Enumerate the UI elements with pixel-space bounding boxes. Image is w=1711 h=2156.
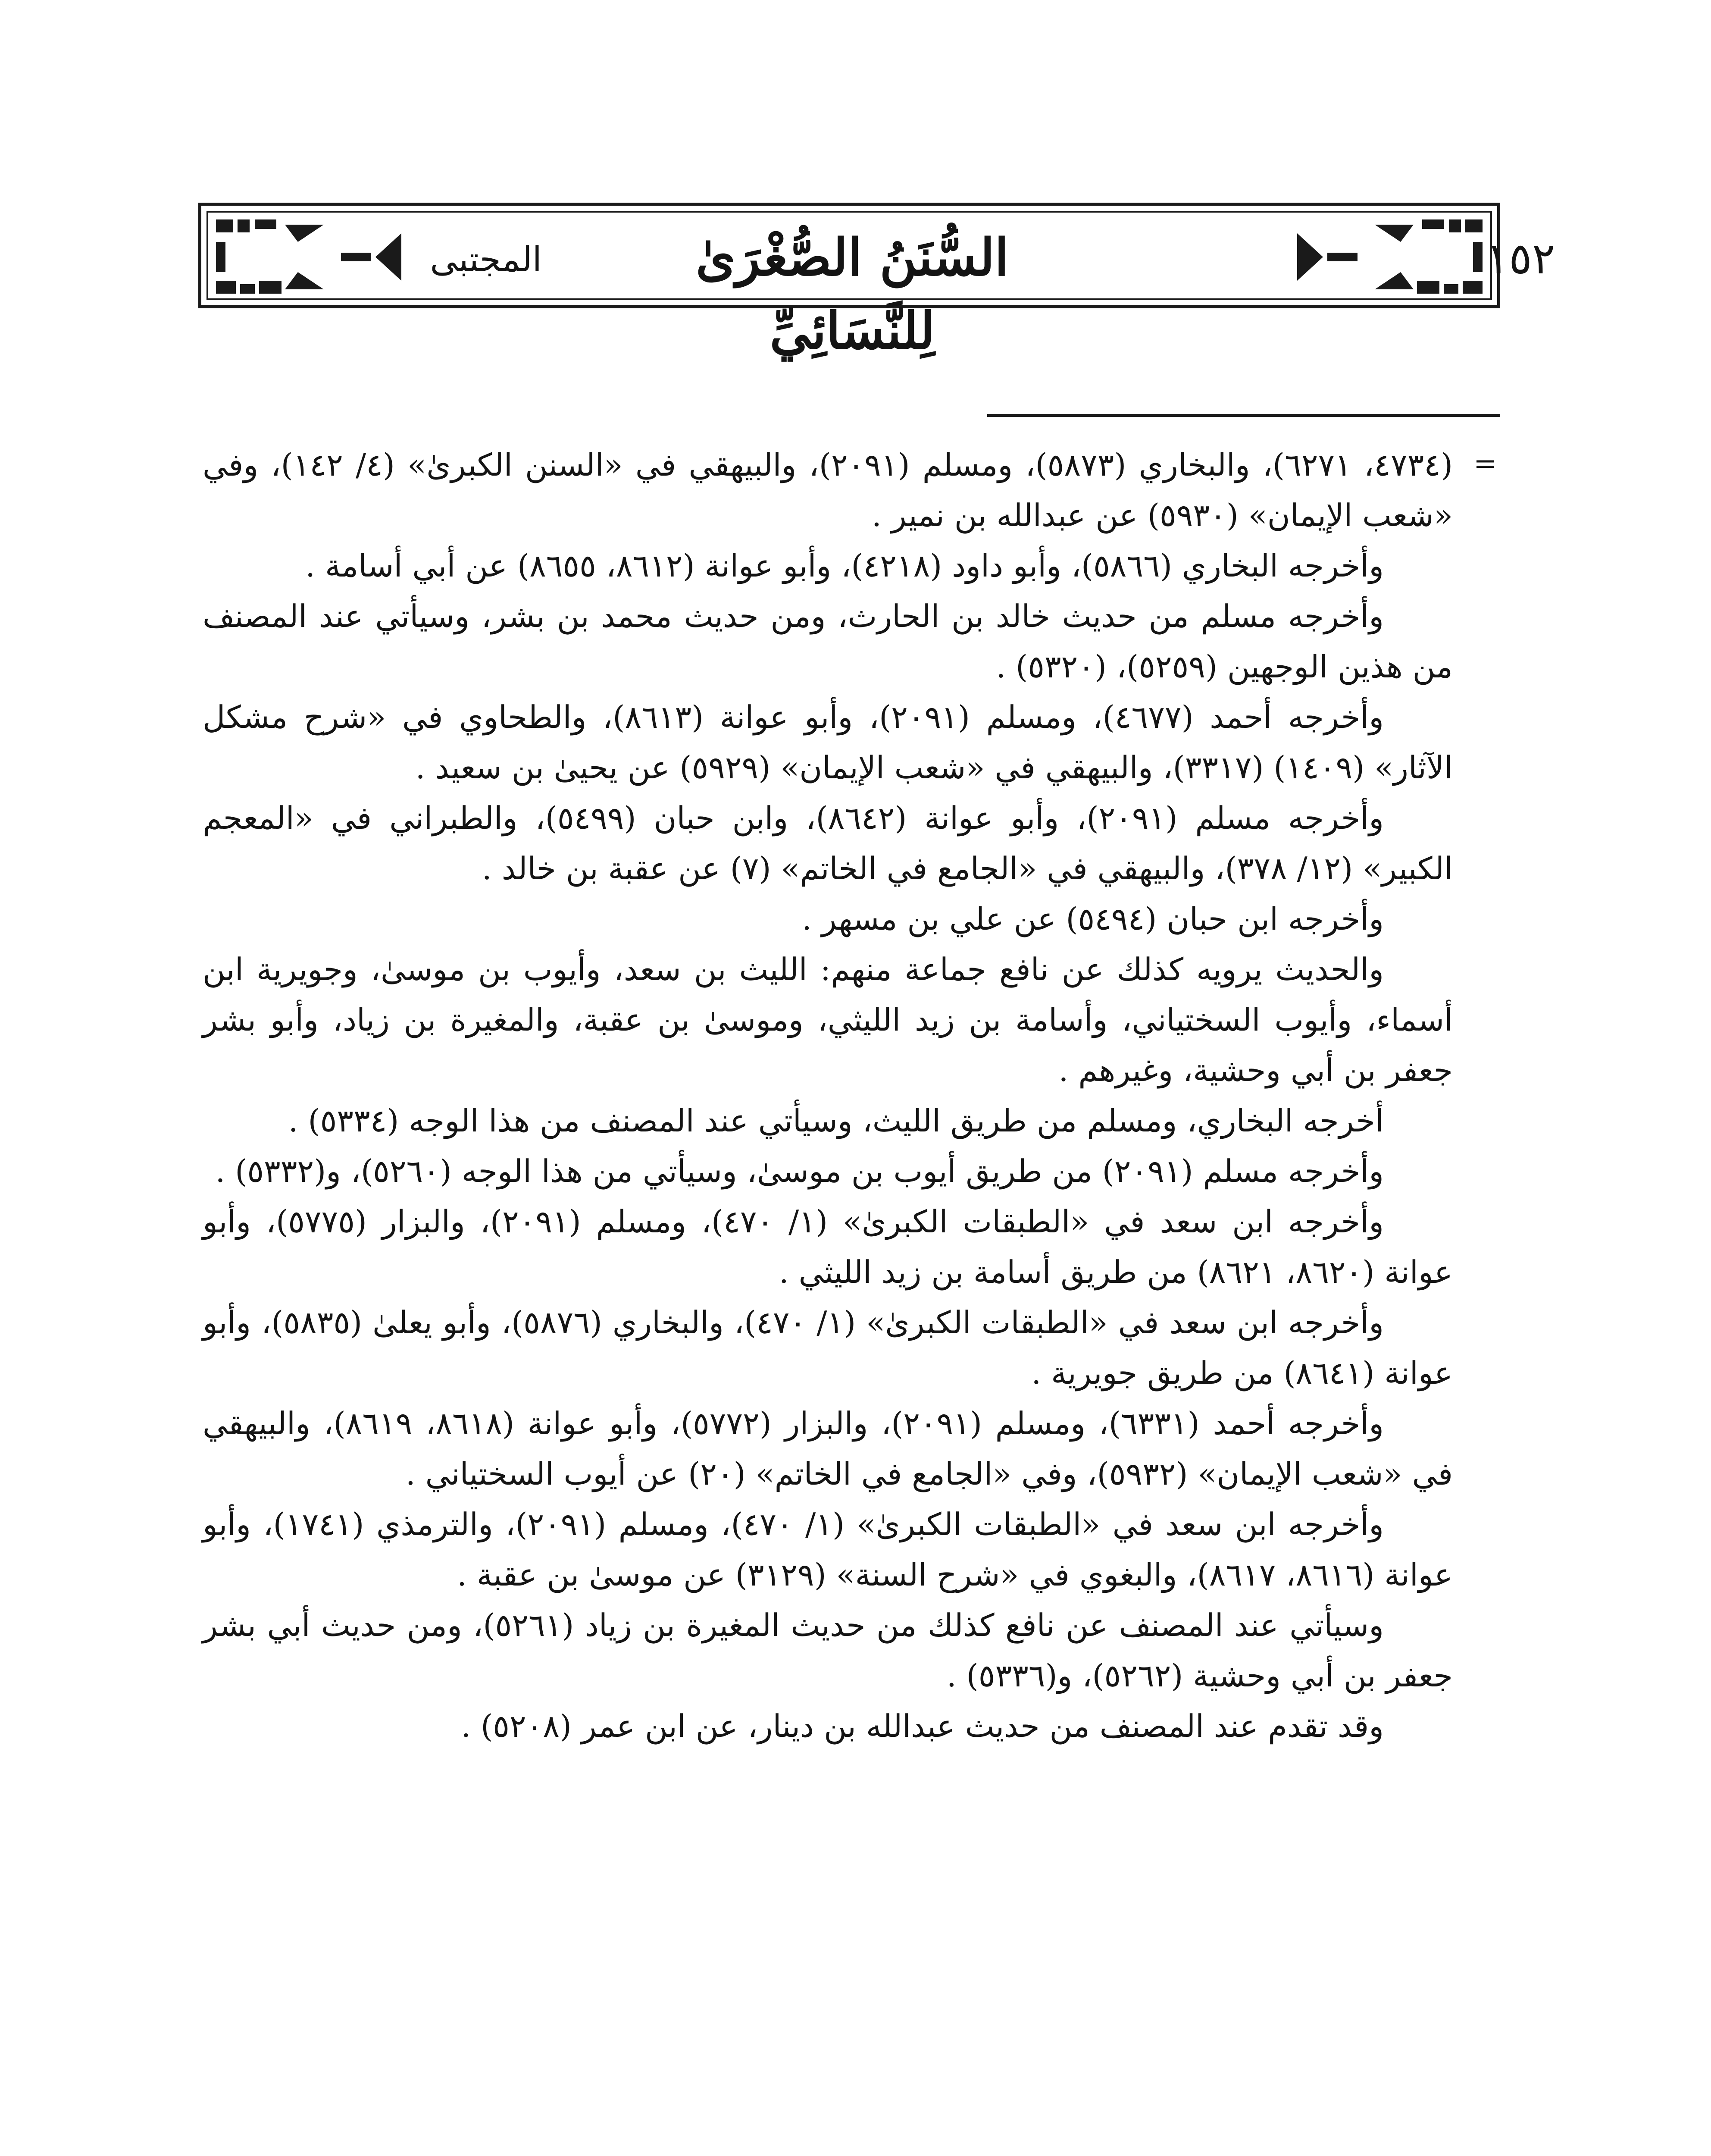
- footnote-paragraph: وأخرجه أحمد (٤٦٧٧)، ومسلم (٢٠٩١)، وأبو عوانة (٨٦١٣)، والطحاوي في «شرح مشكل الآثار» (١٤٠٩) (٣٣١٧)، والبيهقي في «شعب الإيمان» (٥٩٢٩) عن يحيىٰ بن سعيد .: [203, 699, 1453, 786]
- running-header: [198, 203, 1555, 360]
- header-ornament-left-icon: [212, 216, 414, 298]
- footnote-separator: [987, 414, 1500, 417]
- footnote-paragraph: وأخرجه ابن سعد في «الطبقات الكبرىٰ» (١/ ٤٧٠)، ومسلم (٢٠٩١)، والبزار (٥٧٧٥)، وأبو عوانة (٨٦٢٠، ٨٦٢١) من طريق أسامة بن زيد الليثي .: [203, 1203, 1453, 1290]
- footnote-paragraph: (٤٧٣٤، ٦٢٧١)، والبخاري (٥٨٧٣)، ومسلم (٢٠٩١)، والبيهقي في «السنن الكبرىٰ» (٤/ ١٤٢)، وفي «شعب الإيمان» (٥٩٣٠) عن عبدالله بن نمير .: [203, 447, 1453, 533]
- book-title: السُّنَنُ الصُّغْرَىٰ لِلنَّسَائِيِّ: [696, 227, 1009, 360]
- footnote-paragraph: وأخرجه مسلم (٢٠٩١)، وأبو عوانة (٨٦٤٢)، وابن حبان (٥٤٩٩)، والطبراني في «المعجم الكبير» (١٢/ ٣٧٨)، والبيهقي في «الجامع في الخاتم» (٧) عن عقبة بن خالد .: [203, 800, 1453, 887]
- series-label: المجتبى: [430, 239, 542, 279]
- footnote-paragraph: وأخرجه ابن حبان (٥٤٩٤) عن علي بن مسهر .: [802, 901, 1384, 937]
- footnote-text: [203, 440, 1453, 1752]
- footnote-paragraph: وقد تقدم عند المصنف من حديث عبدالله بن دينار، عن ابن عمر (٥٢٠٨) .: [461, 1708, 1384, 1744]
- footnote-paragraph: وأخرجه البخاري (٥٨٦٦)، وأبو داود (٤٢١٨)، وأبو عوانة (٨٦١٢، ٨٦٥٥) عن أبي أسامة .: [305, 548, 1384, 584]
- page-number: ١٥٢: [1486, 233, 1555, 284]
- footnote-paragraph: وأخرجه ابن سعد في «الطبقات الكبرىٰ» (١/ ٤٧٠)، ومسلم (٢٠٩١)، والترمذي (١٧٤١)، وأبو عوانة (٨٦١٦، ٨٦١٧)، والبغوي في «شرح السنة» (٣١٢٩) عن موسىٰ بن عقبة .: [203, 1506, 1453, 1593]
- footnote-paragraph: وسيأتي عند المصنف عن نافع كذلك من حديث المغيرة بن زياد (٥٢٦١)، ومن حديث أبي بشر جعفر بن أبي وحشية (٥٢٦٢)، و(٥٣٣٦) .: [203, 1607, 1453, 1694]
- footnote-paragraph: وأخرجه مسلم (٢٠٩١) من طريق أيوب بن موسىٰ، وسيأتي من هذا الوجه (٥٢٦٠)، و(٥٣٣٢) .: [215, 1153, 1384, 1189]
- continuation-mark: =: [1473, 448, 1497, 479]
- footnote-paragraph: وأخرجه أحمد (٦٣٣١)، ومسلم (٢٠٩١)، والبزار (٥٧٧٢)، وأبو عوانة (٨٦١٨، ٨٦١٩)، والبيهقي في «شعب الإيمان» (٥٩٣٢)، وفي «الجامع في الخاتم» (٢٠) عن أيوب السختياني .: [203, 1405, 1453, 1492]
- header-ornament-right-icon: [1284, 216, 1487, 298]
- footnote-paragraph: أخرجه البخاري، ومسلم من طريق الليث، وسيأتي عند المصنف من هذا الوجه (٥٣٣٤) .: [288, 1103, 1384, 1139]
- footnote-paragraph: والحديث يرويه كذلك عن نافع جماعة منهم: الليث بن سعد، وأيوب بن موسىٰ، وجويرية ابن أسماء، وأيوب السختياني، وأسامة بن زيد الليثي، وموسىٰ بن عقبة، والمغيرة بن زياد، وأبو بشر جعفر بن أبي وحشية، وغيرهم .: [203, 951, 1453, 1088]
- footnote-paragraph: وأخرجه ابن سعد في «الطبقات الكبرىٰ» (١/ ٤٧٠)، والبخاري (٥٨٧٦)، وأبو يعلىٰ (٥٨٣٥)، وأبو عوانة (٨٦٤١) من طريق جويرية .: [203, 1304, 1453, 1391]
- footnote-paragraph: وأخرجه مسلم من حديث خالد بن الحارث، ومن حديث محمد بن بشر، وسيأتي عند المصنف من هذين الوجهين (٥٢٥٩)، (٥٣٢٠) .: [203, 598, 1453, 685]
